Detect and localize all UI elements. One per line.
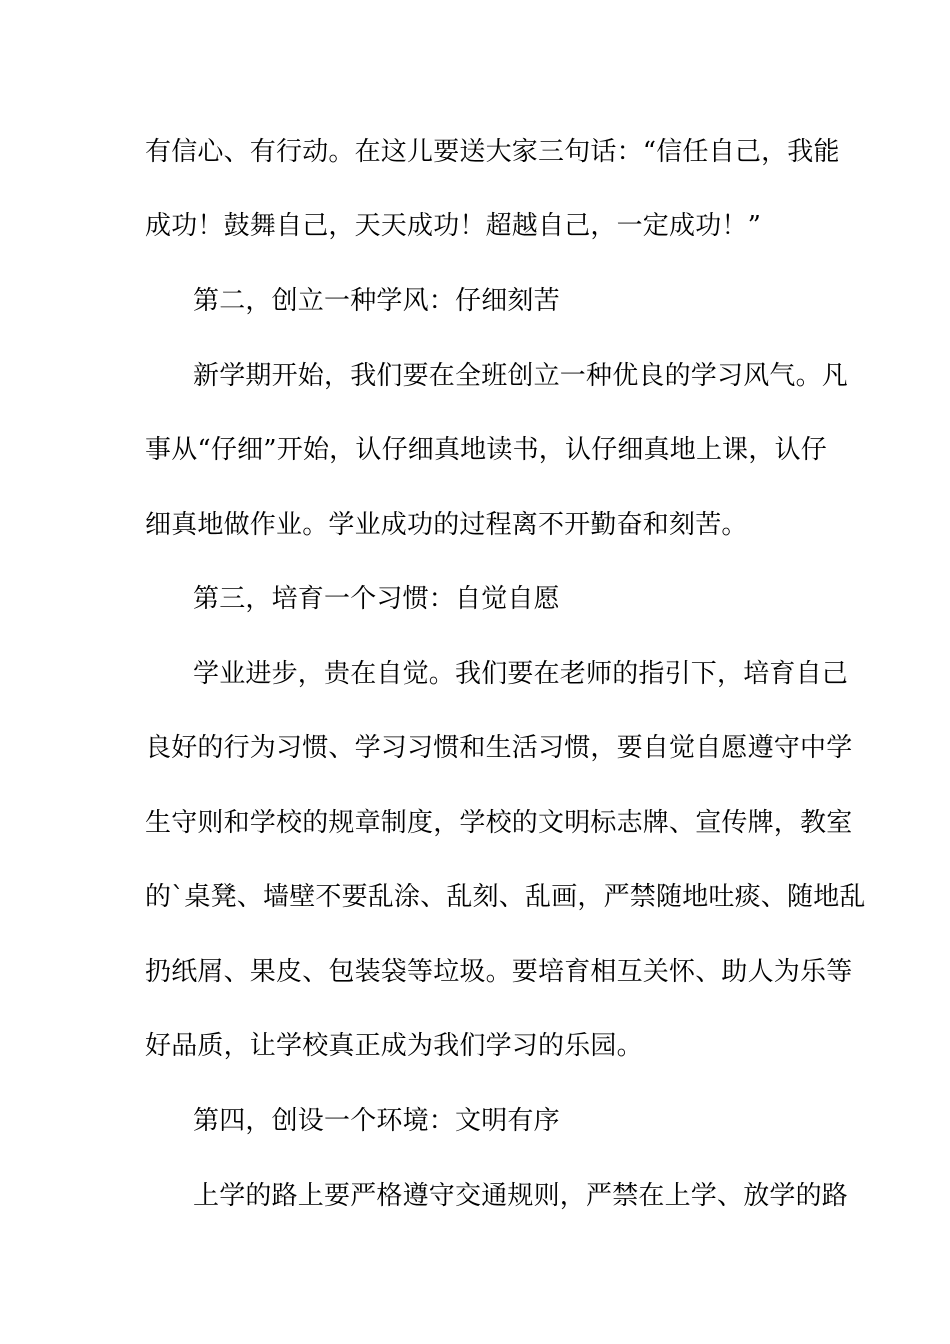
paragraph-line: 学业进步，贵在自觉。我们要在老师的指引下，培育自己 bbox=[193, 659, 849, 689]
paragraph-line: 好品质，让学校真正成为我们学习的乐园。 bbox=[145, 1031, 643, 1061]
section-heading: 第三，培育一个习惯：自觉自愿 bbox=[193, 584, 560, 614]
section-heading: 第四，创设一个环境：文明有序 bbox=[193, 1106, 560, 1136]
paragraph-line: 扔纸屑、果皮、包装袋等垃圾。要培育相互关怀、助人为乐等 bbox=[145, 957, 853, 987]
paragraph-line: 上学的路上要严格遵守交通规则，严禁在上学、放学的路 bbox=[193, 1181, 849, 1211]
paragraph-line: 良好的行为习惯、学习习惯和生活习惯，要自觉自愿遵守中学 bbox=[145, 733, 853, 763]
paragraph-line: 的`桌凳、墙壁不要乱涂、乱刻、乱画，严禁随地吐痰、随地乱 bbox=[145, 882, 866, 912]
paragraph-line: 新学期开始，我们要在全班创立一种优良的学习风气。凡 bbox=[193, 361, 849, 391]
paragraph-line: 有信心、有行动。在这儿要送大家三句话：“信任自己，我能 bbox=[145, 137, 840, 167]
paragraph-line: 细真地做作业。学业成功的过程离不开勤奋和刻苦。 bbox=[145, 510, 748, 540]
paragraph-line: 生守则和学校的规章制度，学校的文明标志牌、宣传牌，教室 bbox=[145, 808, 853, 838]
paragraph-line: 事从“仔细”开始，认仔细真地读书，认仔细真地上课，认仔 bbox=[145, 435, 827, 465]
section-heading: 第二，创立一种学风：仔细刻苦 bbox=[193, 286, 560, 316]
paragraph-line: 成功！鼓舞自己，天天成功！超越自己，一定成功！” bbox=[145, 211, 762, 241]
